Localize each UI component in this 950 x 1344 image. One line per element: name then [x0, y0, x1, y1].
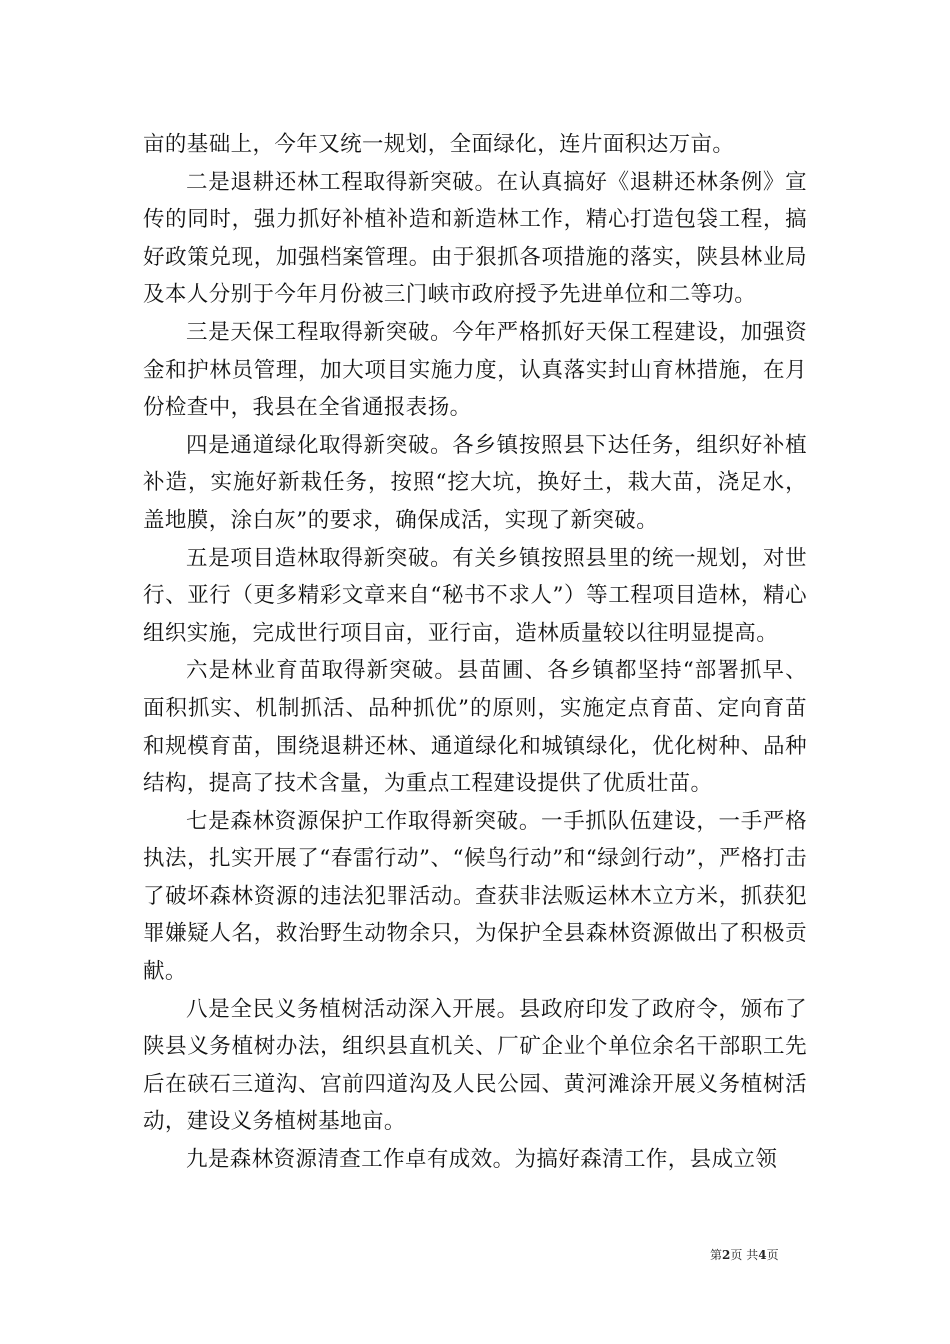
paragraph-8: 八是全民义务植树活动深入开展。县政府印发了政府令，颁布了陕县义务植树办法，组织县直机关、厂矿企业个单位余名干部职工先后在硖石三道沟、宫前四道沟及人民公园、黄河滩涂开展义务植树活动，建设义务植树基地亩。 [143, 996, 807, 1135]
footer-middle: 页 共 [730, 1248, 759, 1262]
total-page-number: 4 [758, 1248, 767, 1262]
footer-suffix: 页 [766, 1248, 779, 1262]
footer-prefix: 第 [710, 1248, 723, 1262]
page-number-footer [710, 1247, 820, 1263]
paragraph-5: 五是项目造林取得新突破。有关乡镇按照县里的统一规划，对世行、亚行（更多精彩文章来自“秘书不求人”）等工程项目造林，精心组织实施，完成世行项目亩，亚行亩，造林质量较以往明显提高。 [143, 545, 807, 646]
paragraph-2: 二是退耕还林工程取得新突破。在认真搞好《退耕还林条例》宣传的同时，强力抓好补植补造和新造林工作，精心打造包袋工程，搞好政策兑现，加强档案管理。由于狠抓各项措施的落实，陕县林业局及本人分别于今年月份被三门峡市政府授予先进单位和二等功。 [143, 169, 807, 308]
document-body [143, 126, 807, 1179]
paragraph-9: 九是森林资源清查工作卓有成效。为搞好森清工作，县成立领 [186, 1147, 778, 1173]
current-page-number: 2 [722, 1248, 731, 1262]
paragraph-4: 四是通道绿化取得新突破。各乡镇按照县下达任务，组织好补植补造，实施好新栽任务，按照“挖大坑，换好土，栽大苗，浇足水，盖地膜，涂白灰”的要求，确保成活，实现了新突破。 [143, 432, 807, 533]
paragraph-6: 六是林业育苗取得新突破。县苗圃、各乡镇都坚持“部署抓早、面积抓实、机制抓活、品种抓优”的原则，实施定点育苗、定向育苗和规模育苗，围绕退耕还林、通道绿化和城镇绿化，优化树种、品种结构，提高了技术含量，为重点工程建设提供了优质壮苗。 [143, 658, 807, 797]
paragraph-7: 七是森林资源保护工作取得新突破。一手抓队伍建设，一手严格执法，扎实开展了“春雷行动”、“候鸟行动”和“绿剑行动”，严格打击了破坏森林资源的违法犯罪活动。查获非法贩运林木立方米，抓获犯罪嫌疑人名，救治野生动物余只，为保护全县森林资源做出了积极贡献。 [143, 808, 807, 985]
paragraph-3: 三是天保工程取得新突破。今年严格抓好天保工程建设，加强资金和护林员管理，加大项目实施力度，认真落实封山育林措施，在月份检查中，我县在全省通报表扬。 [143, 319, 807, 421]
paragraph-1: 亩的基础上，今年又统一规划，全面绿化，连片面积达万亩。 [143, 132, 735, 157]
